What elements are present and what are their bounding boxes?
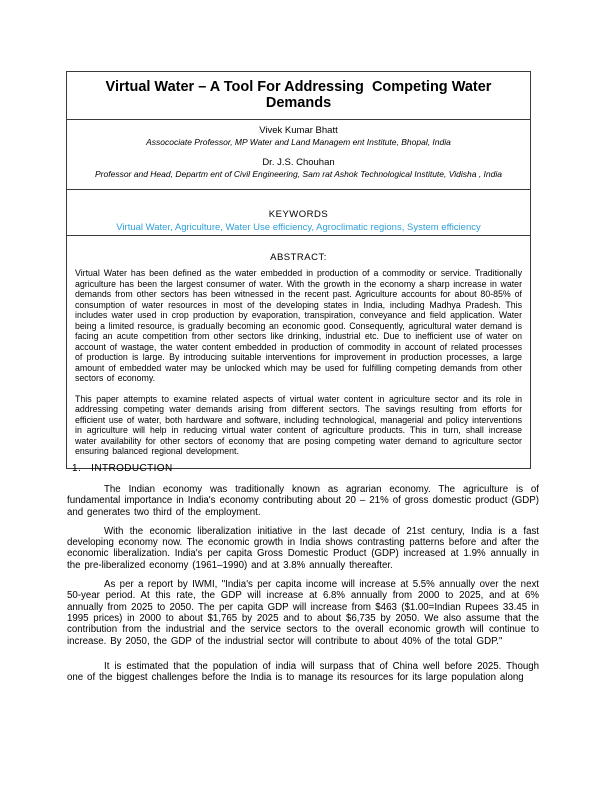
author-1 [73, 125, 524, 148]
abstract-paragraph-2: This paper attempts to examine related aspects of virtual water content in agriculture sector and its role in addressing competing water demands arising from different sectors. The savings resulting from efforts for efficient use of water, both hardware and software, including technological, managerial and policy interventions in agriculture will help in reducing virtual water content of agriculture products. This in turn, shall increase water availability for other sectors of economy that are posing competing water demand to agriculture sector ensuring balanced regional development. [75, 393, 522, 456]
author-2-name: Dr. J.S. Chouhan [262, 157, 335, 168]
author-1-name: Vivek Kumar Bhatt [259, 125, 338, 136]
keywords-text: Virtual Water, Agriculture, Water Use efficiency, Agroclimatic regions, System efficiency [116, 222, 481, 233]
author-2-affiliation: Professor and Head, Departm ent of Civil Engineering, Sam rat Ashok Technological Institute, Vidisha , India [95, 169, 502, 179]
intro-paragraph-4: It is estimated that the population of india will surpass that of China well before 2025. Though one of the biggest challenges before the India is to manage its resources for its large population along [67, 660, 539, 684]
paper-title: Virtual Water – A Tool For Addressing Competing Water Demands [105, 79, 496, 111]
intro-paragraph-2: With the economic liberalization initiative in the last decade of 21st century, India is a fast developing economy now. The economic growth in India shows contrasting patterns before and after the economic liberalization. India's per capita Gross Domestic Product (GDP) increased at 1.9% annually in the pre-liberalized economy (1961–1990) and at 3.8% annually thereafter. [67, 525, 539, 571]
introduction-body [67, 484, 539, 691]
keywords-section [67, 189, 530, 235]
header-table [66, 71, 531, 469]
section-1-heading [72, 463, 173, 474]
abstract-section [67, 235, 530, 468]
authors-block [67, 119, 530, 189]
abstract-heading: ABSTRACT: [270, 252, 327, 263]
author-1-affiliation: Assocociate Professor, MP Water and Land Managem ent Institute, Bhopal, India [146, 137, 451, 147]
section-1-title: INTRODUCTION [91, 463, 173, 474]
intro-paragraph-3: As per a report by IWMI, "India's per capita income will increase at 5.5% annually over the next 50-year period. At this rate, the GDP will increase at 6.8% annually from 2000 to 2025, and at 6% annually from 2025 to 2050. The per capita GDP will increase from $463 ($1.00=Indian Rupees 33.45 in 1995 prices) in 2000 to about $1,765 by 2025 and to about $6,735 by 2050. We also assume that the contribution from the industrial and the service sectors to the overall economic growth will continue to increase. By 2050, the GDP of the industrial sector will contribute to about 40% of the total GDP." [67, 579, 539, 647]
abstract-paragraph-1: Virtual Water has been defined as the water embedded in production of a commodity or service. Traditionally agriculture has been the largest consumer of water. With the growth in the economy a sharp increase in water demands from other sectors has been witnessed in the recent past. Agriculture accounts for about 80-85% of consumption of water resources in most of the developing states in India, including Madhya Pradesh. This includes water used in crop production by evaporation, transpiration, conveyance and field application. Water being a limited resource, is gradually becoming an economic good. Consequently, agricultural water demand is facing an acute competition from other sectors like drinking, industrial etc. Due to inefficient use of water on account of wastage, the water content embedded in production of commodity in account of related processes of production is large. By introducing suitable interventions for improvement in production processes, a large amount of embedded water may be unlocked which may be used for fulfilling competing demands from other sectors of economy. [75, 268, 522, 383]
intro-paragraph-1: The Indian economy was traditionally known as agrarian economy. The agriculture is of fundamental importance in India's economy contributing about 20 – 21% of gross domestic product (GDP) and generates two third of the employment. [67, 484, 539, 518]
section-1-number: 1. [72, 463, 82, 474]
keywords-heading: KEYWORDS [268, 209, 329, 220]
author-2 [73, 157, 524, 180]
